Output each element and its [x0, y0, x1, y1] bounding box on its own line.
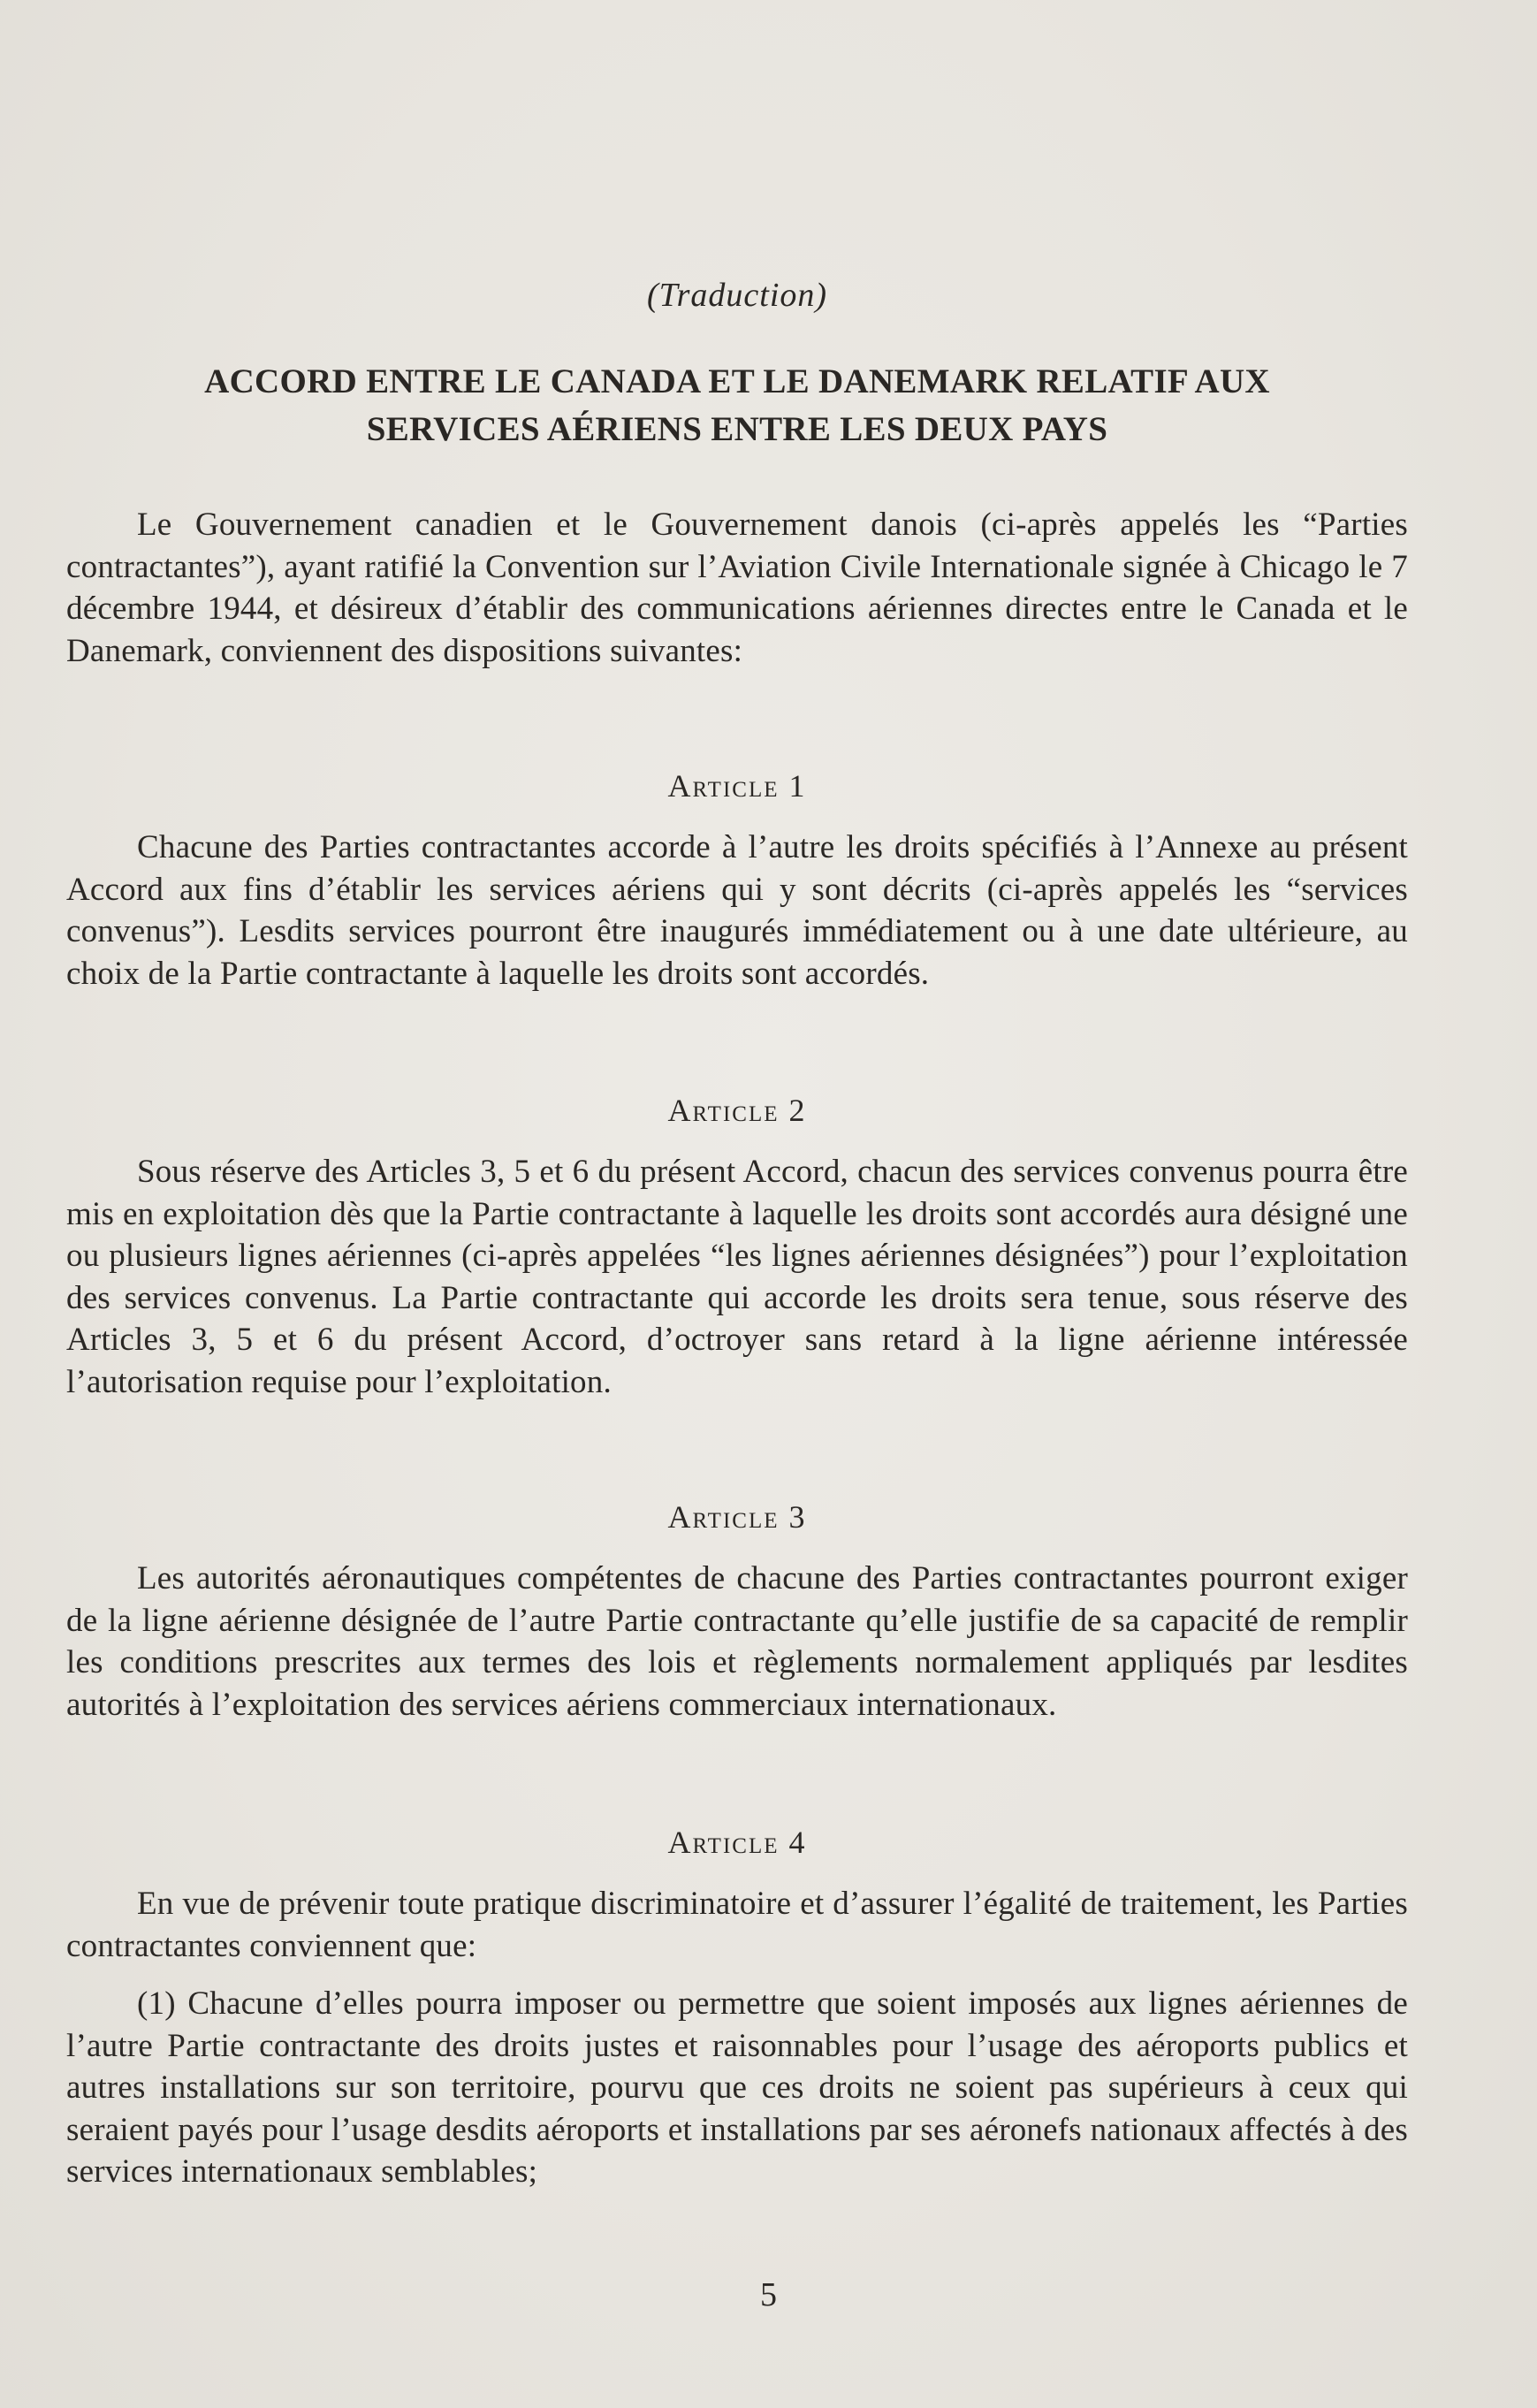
article-3-text: Les autorités aéronautiques compétentes de chacune des Parties contractantes pourront exiger de la ligne aérienne désignée de l’autre Partie contractante qu’elle justifie de sa capacité de remplir les conditions prescrites aux termes des lois et règlements normalement appliqués par lesdites autorités à l’exploitation des services aériens commerciaux internationaux.	[66, 1560, 1408, 1723]
document-title	[66, 358, 1408, 453]
page-number: 5	[760, 2276, 777, 2313]
article-2-heading: Article 2	[667, 1093, 807, 1128]
article-4-text: En vue de prévenir toute pratique discriminatoire et d’assurer l’égalité de traitement, les Parties contractantes conviennent que:	[66, 1886, 1408, 1964]
article-2-text: Sous réserve des Articles 3, 5 et 6 du présent Accord, chacun des services convenus pourra être mis en exploitation dès que la Partie contractante à laquelle les droits sont accordés aura désigné une ou plusieurs lignes aériennes (ci-après appelées “les lignes aériennes désignées”) pour l’exploitation des services convenus. La Partie contractante qui accorde les droits sera tenue, sous réserve des Articles 3, 5 et 6 du présent Accord, d’octroyer sans retard à la ligne aérienne intéressée l’autorisation requise pour l’exploitation.	[66, 1154, 1408, 1400]
article-4-heading: Article 4	[667, 1825, 807, 1860]
preamble-paragraph: Le Gouvernement canadien et le Gouvernement danois (ci-après appelés les “Parties contractantes”), ayant ratifié la Convention sur l’Aviation Civile Internationale signée à Chicago le 7 décembre 1944, et désireux d’établir des communications aériennes directes entre le Canada et le Danemark, conviennent des dispositions suivantes:	[66, 507, 1408, 669]
article-3-heading: Article 3	[667, 1499, 807, 1535]
article-1-heading: Article 1	[667, 768, 807, 804]
title-line-1: ACCORD ENTRE LE CANADA ET LE DANEMARK RELATIF AUX	[204, 362, 1270, 400]
article-4-subparagraph-1: (1) Chacune d’elles pourra imposer ou permettre que soient imposés aux lignes aériennes de l’autre Partie contractante des droits justes et raisonnables pour l’usage des aéroports publics et autres installations sur son territoire, pourvu que ces droits ne soient pas supérieurs à ceux qui seraient payés pour l’usage desdits aéroports et installations par ses aéronefs nationaux affectés à des services internationaux semblables;	[66, 1985, 1408, 2190]
translation-note: (Traduction)	[646, 277, 828, 314]
article-1-text: Chacune des Parties contractantes accorde à l’autre les droits spécifiés à l’Annexe au présent Accord aux fins d’établir les services aériens qui y sont décrits (ci-après appelés les “services convenus”). Lesdits services pourront être inaugurés immédiatement ou à une date ultérieure, au choix de la Partie contractante à laquelle les droits sont accordés.	[66, 829, 1408, 992]
title-line-2: SERVICES AÉRIENS ENTRE LES DEUX PAYS	[366, 410, 1108, 448]
